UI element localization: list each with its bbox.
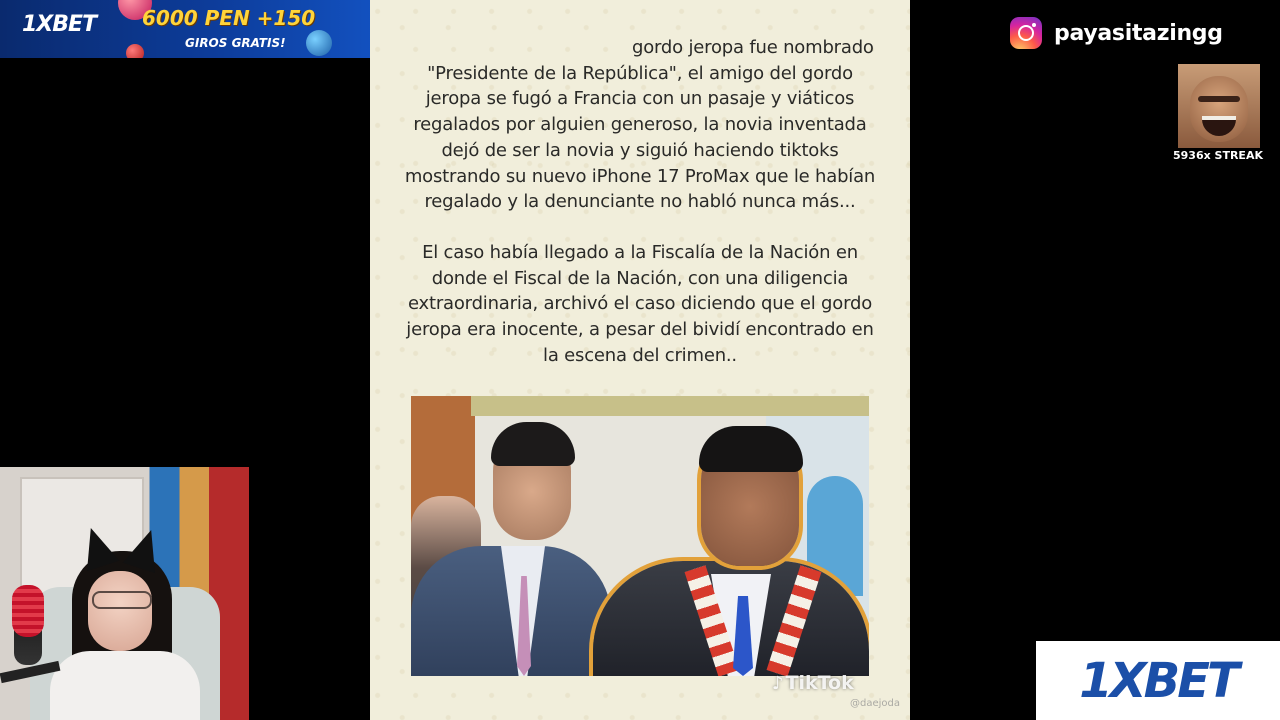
banner-brand-logo: 1XBET [22,12,97,37]
text-line: "Presidente de la República", el amigo del gordo [427,62,853,84]
text-line: El caso había llegado a la Fiscalía de la Nación en [422,242,858,263]
streak-emote-image [1178,64,1260,148]
tiktok-watermark: ♪ TikTok [772,672,854,694]
planet-decoration [126,44,144,58]
streak-counter: 5936x STREAK [1173,149,1263,162]
text-line: jeropa se fugó a Francia con un pasaje y viáticos [425,88,855,110]
streamer-face [88,571,152,651]
news-photo [411,396,869,676]
text-line: regalado y la denunciante no habló nunca más... [424,191,856,213]
tiktok-icon: ♪ [772,673,784,694]
banner-headline: 6000 PEN +150 [142,6,316,30]
text-line: donde el Fiscal de la Nación, con una diligencia [431,267,849,289]
text-line: mostrando su nuevo iPhone 17 ProMax que le habían [404,165,876,187]
text-line: extraordinaria, archivó el caso diciendo que el gordo [407,293,873,315]
instagram-handle [1010,16,1223,50]
text-line: dejó de ser la novia y siguió haciendo tiktoks [441,139,839,161]
text-line: la escena del crimen.. [543,344,737,366]
banner-subline: GIROS GRATIS! [185,36,286,50]
streamer-webcam [0,467,249,720]
text-line: gordo jeropa fue nombrado [632,37,874,58]
text-line: jeropa era inocente, a pesar del bividí encontrado en [406,319,874,341]
document-paragraph-2 [370,240,910,369]
document-paragraph-1 [370,35,910,215]
instagram-icon [1010,17,1042,49]
tiktok-username: @daejoda [850,698,900,709]
sponsor-logo-text: 1XBET [1079,652,1237,709]
text-line: regalados por alguien generoso, la novia inventada [413,114,867,136]
planet-decoration [306,30,332,56]
instagram-username: payasitazingg [1054,20,1223,46]
glasses [92,591,152,609]
sponsor-logo[interactable] [1036,641,1280,720]
